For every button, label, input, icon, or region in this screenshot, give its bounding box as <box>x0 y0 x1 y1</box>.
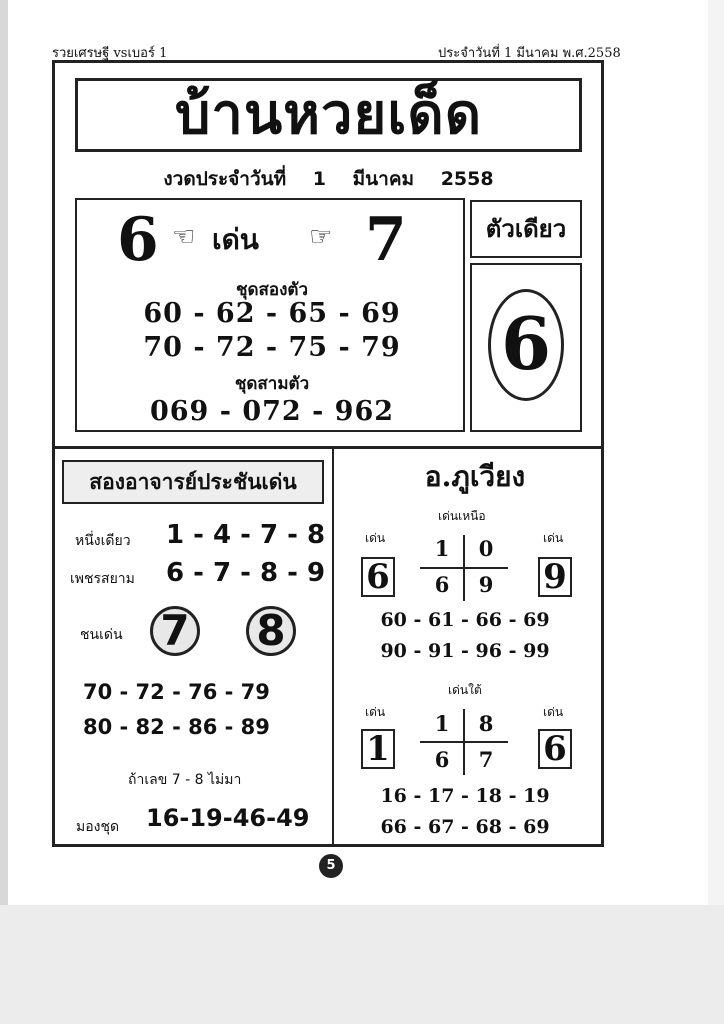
upper-box-right: 9 <box>538 557 572 597</box>
upper-den-right: เด่น <box>543 531 564 545</box>
two-digit-row-1: 60 - 62 - 65 - 69 <box>143 298 401 329</box>
two-digit-label: ชุดสองตัว <box>235 280 309 300</box>
draw-day: 1 <box>312 168 327 190</box>
lower-cross-tl: 1 <box>434 711 450 736</box>
pair-word: เด่น <box>212 223 259 256</box>
pair-right-digit: 7 <box>365 205 407 275</box>
upper-box-left: 6 <box>361 557 395 597</box>
lower-cross-tr: 8 <box>478 711 494 736</box>
upper-cross-bl: 6 <box>434 572 450 597</box>
upper-row-2: 90 - 91 - 96 - 99 <box>380 640 550 662</box>
pair-box <box>75 198 465 432</box>
lower-den-right: เด่น <box>543 705 564 719</box>
three-digit-label: ชุดสามตัว <box>234 374 310 394</box>
lower-label: เด่นใต้ <box>448 683 482 697</box>
upper-den-left: เด่น <box>365 531 386 545</box>
upper-cross-horizontal <box>420 567 508 569</box>
upper-cross-br: 9 <box>478 572 494 597</box>
lower-row-2: 66 - 67 - 68 - 69 <box>380 816 550 838</box>
lower-cross-br: 7 <box>478 747 494 772</box>
header-left: รวยเศรษฐี vsเบอร์ 1 <box>52 46 168 61</box>
lower-box-right: 6 <box>538 729 572 769</box>
draw-month: มีนาคม <box>352 168 415 190</box>
pair-left-digit: 6 <box>117 205 159 275</box>
left-row-2: 80 - 82 - 86 - 89 <box>83 715 270 739</box>
right-panel-title: อ.ภูเวียง <box>424 460 526 493</box>
draw-year: 2558 <box>440 168 494 190</box>
single-digit-box <box>470 263 582 432</box>
page-background <box>0 905 724 1024</box>
left-row-1: 70 - 72 - 76 - 79 <box>83 680 270 704</box>
lower-row-1: 16 - 17 - 18 - 19 <box>380 785 550 807</box>
draw-label: งวดประจำวันที่ <box>163 168 287 190</box>
petch-label: เพชรสยาม <box>70 571 135 587</box>
one-label: หนึ่งเดียว <box>75 533 131 549</box>
header-right: ประจำวันที่ 1 มีนาคม พ.ศ.2558 <box>438 46 621 61</box>
petch-value: 6 - 7 - 8 - 9 <box>166 558 326 588</box>
left-panel-title: สองอาจารย์ประชันเด่น <box>62 460 324 504</box>
one-value: 1 - 4 - 7 - 8 <box>166 520 326 550</box>
two-digit-row-2: 70 - 72 - 75 - 79 <box>143 332 401 363</box>
upper-row-1: 60 - 61 - 66 - 69 <box>380 609 550 631</box>
page-number: 5 <box>319 854 343 878</box>
lower-cross-bl: 6 <box>434 747 450 772</box>
lower-den-left: เด่น <box>365 705 386 719</box>
upper-cross-tl: 1 <box>434 536 450 561</box>
section-divider <box>52 446 604 449</box>
draw-date <box>75 164 582 194</box>
pointing-hand-icon: ☜ <box>172 222 196 252</box>
lower-cross-horizontal <box>420 741 508 743</box>
lower-box-left: 1 <box>361 729 395 769</box>
mong-label: มองชุด <box>76 819 120 835</box>
pointing-hand-icon: ☞ <box>309 222 333 252</box>
upper-cross-tr: 0 <box>478 536 494 561</box>
chon-digit-b: 8 <box>246 606 296 656</box>
upper-label: เด่นเหนือ <box>438 509 486 523</box>
single-digit-value: 6 <box>488 289 564 401</box>
chon-label: ชนเด่น <box>80 627 123 643</box>
mong-value: 16-19-46-49 <box>146 804 310 832</box>
page-title: บ้านหวยเด็ด <box>75 78 582 152</box>
three-digit-row: 069 - 072 - 962 <box>149 396 395 427</box>
condition-text: ถ้าเลข 7 - 8 ไม่มา <box>128 772 242 788</box>
column-divider <box>332 449 334 847</box>
single-digit-label: ตัวเดียว <box>470 200 582 258</box>
chon-digit-a: 7 <box>150 606 200 656</box>
